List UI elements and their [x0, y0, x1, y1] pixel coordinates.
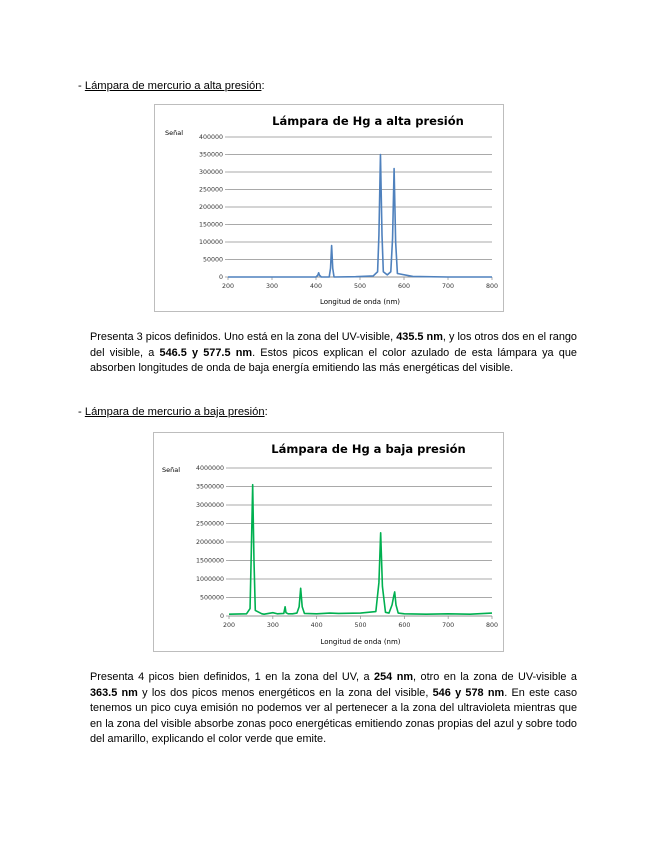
y-tick-label: 0 [218, 274, 223, 281]
x-tick-label: 400 [310, 622, 323, 629]
para2-bold-2: 363.5 nm [90, 686, 138, 699]
y-tick-label: 150000 [198, 221, 223, 229]
x-tick-label: 600 [397, 283, 411, 290]
series-line [228, 155, 492, 278]
x-tick-label: 200 [221, 283, 235, 290]
x-tick-label: 700 [442, 622, 455, 629]
heading-suffix: : [264, 406, 268, 418]
y-tick-label: 350000 [198, 151, 223, 159]
para2-text-4: . En este caso tenemos un pico cuya emisión no podemos ver al pertenecer a la zona del ultravioleta mientras que en la zona del visible absorbe zonas poco energéticas emitiendo zonas propias del azul y sobre todo del amarillo, explicando el color verde que emite. [90, 686, 577, 746]
y-tick-label: 500000 [199, 594, 224, 602]
x-tick-label: 300 [266, 622, 279, 629]
para2-text-3: y los dos picos menos energéticos en la zona del visible, [137, 686, 433, 699]
heading-text: Lámpara de mercurio a alta presión [84, 80, 262, 92]
x-axis-label: Longitud de onda (nm) [320, 638, 401, 646]
x-tick-label: 800 [485, 283, 499, 290]
heading-text: Lámpara de mercurio a baja presión [84, 406, 265, 418]
y-tick-label: 1000000 [195, 576, 224, 583]
chart-low-pressure-svg [154, 433, 503, 651]
x-tick-label: 200 [222, 622, 236, 629]
paragraph-low-pressure [90, 670, 577, 748]
para2-bold-3: 546 y 578 nm [432, 686, 505, 699]
heading-prefix: - [78, 406, 85, 418]
chart-low-pressure [153, 432, 504, 652]
y-tick-label: 50000 [202, 256, 223, 264]
y-tick-label: 0 [219, 613, 224, 620]
y-tick-label: 250000 [198, 186, 223, 194]
x-tick-label: 500 [354, 622, 367, 629]
y-tick-label: 3000000 [195, 502, 224, 509]
y-tick-label: 4000000 [195, 465, 224, 472]
x-tick-label: 800 [485, 622, 499, 629]
paragraph-high-pressure [90, 330, 577, 377]
y-tick-label: 300000 [198, 169, 223, 176]
x-tick-label: 500 [353, 283, 367, 290]
para1-bold-1: 435.5 nm [396, 331, 443, 343]
series-line [229, 485, 492, 615]
heading-suffix: : [261, 80, 265, 92]
para1-text-3: . Estos picos explican el color azulado de esta lámpara ya que absorben longitudes de onda de baja energía emitiendo las más energéticas del visible. [90, 346, 577, 375]
para1-text-2: , y los otros dos en el rango del visible, a [90, 331, 577, 359]
y-tick-label: 2000000 [195, 539, 224, 546]
x-axis-label: Longitud de onda (nm) [319, 298, 401, 306]
y-axis-label: Señal [162, 466, 181, 474]
y-tick-label: 100000 [198, 239, 223, 246]
section-heading-high-pressure [78, 80, 265, 92]
x-tick-label: 400 [309, 283, 323, 290]
x-tick-label: 700 [441, 283, 455, 290]
y-tick-label: 400000 [198, 134, 223, 141]
para1-bold-2: 546.5 y 577.5 nm [159, 346, 253, 359]
y-tick-label: 1500000 [195, 557, 224, 565]
para2-text-2: , otro en la zona de UV-visible a [413, 671, 577, 683]
para1-text-1: Presenta 3 picos definidos. Uno está en la zona del UV-visible, [90, 331, 397, 343]
chart-high-pressure [154, 104, 504, 312]
para2-bold-1: 254 nm [374, 671, 414, 683]
chart-high-pressure-svg [155, 105, 503, 311]
x-tick-label: 300 [265, 283, 279, 290]
y-tick-label: 200000 [198, 204, 223, 211]
x-tick-label: 600 [398, 622, 411, 629]
para2-text-1: Presenta 4 picos bien definidos, 1 en la zona del UV, a [90, 671, 375, 683]
section-heading-low-pressure [78, 406, 268, 418]
chart-title: Lámpara de Hg a alta presión [272, 114, 464, 128]
y-axis-label: Señal [165, 129, 184, 137]
chart-title: Lámpara de Hg a baja presión [271, 442, 466, 456]
y-tick-label: 2500000 [195, 520, 224, 528]
heading-prefix: - [78, 80, 85, 92]
y-tick-label: 3500000 [195, 483, 224, 491]
